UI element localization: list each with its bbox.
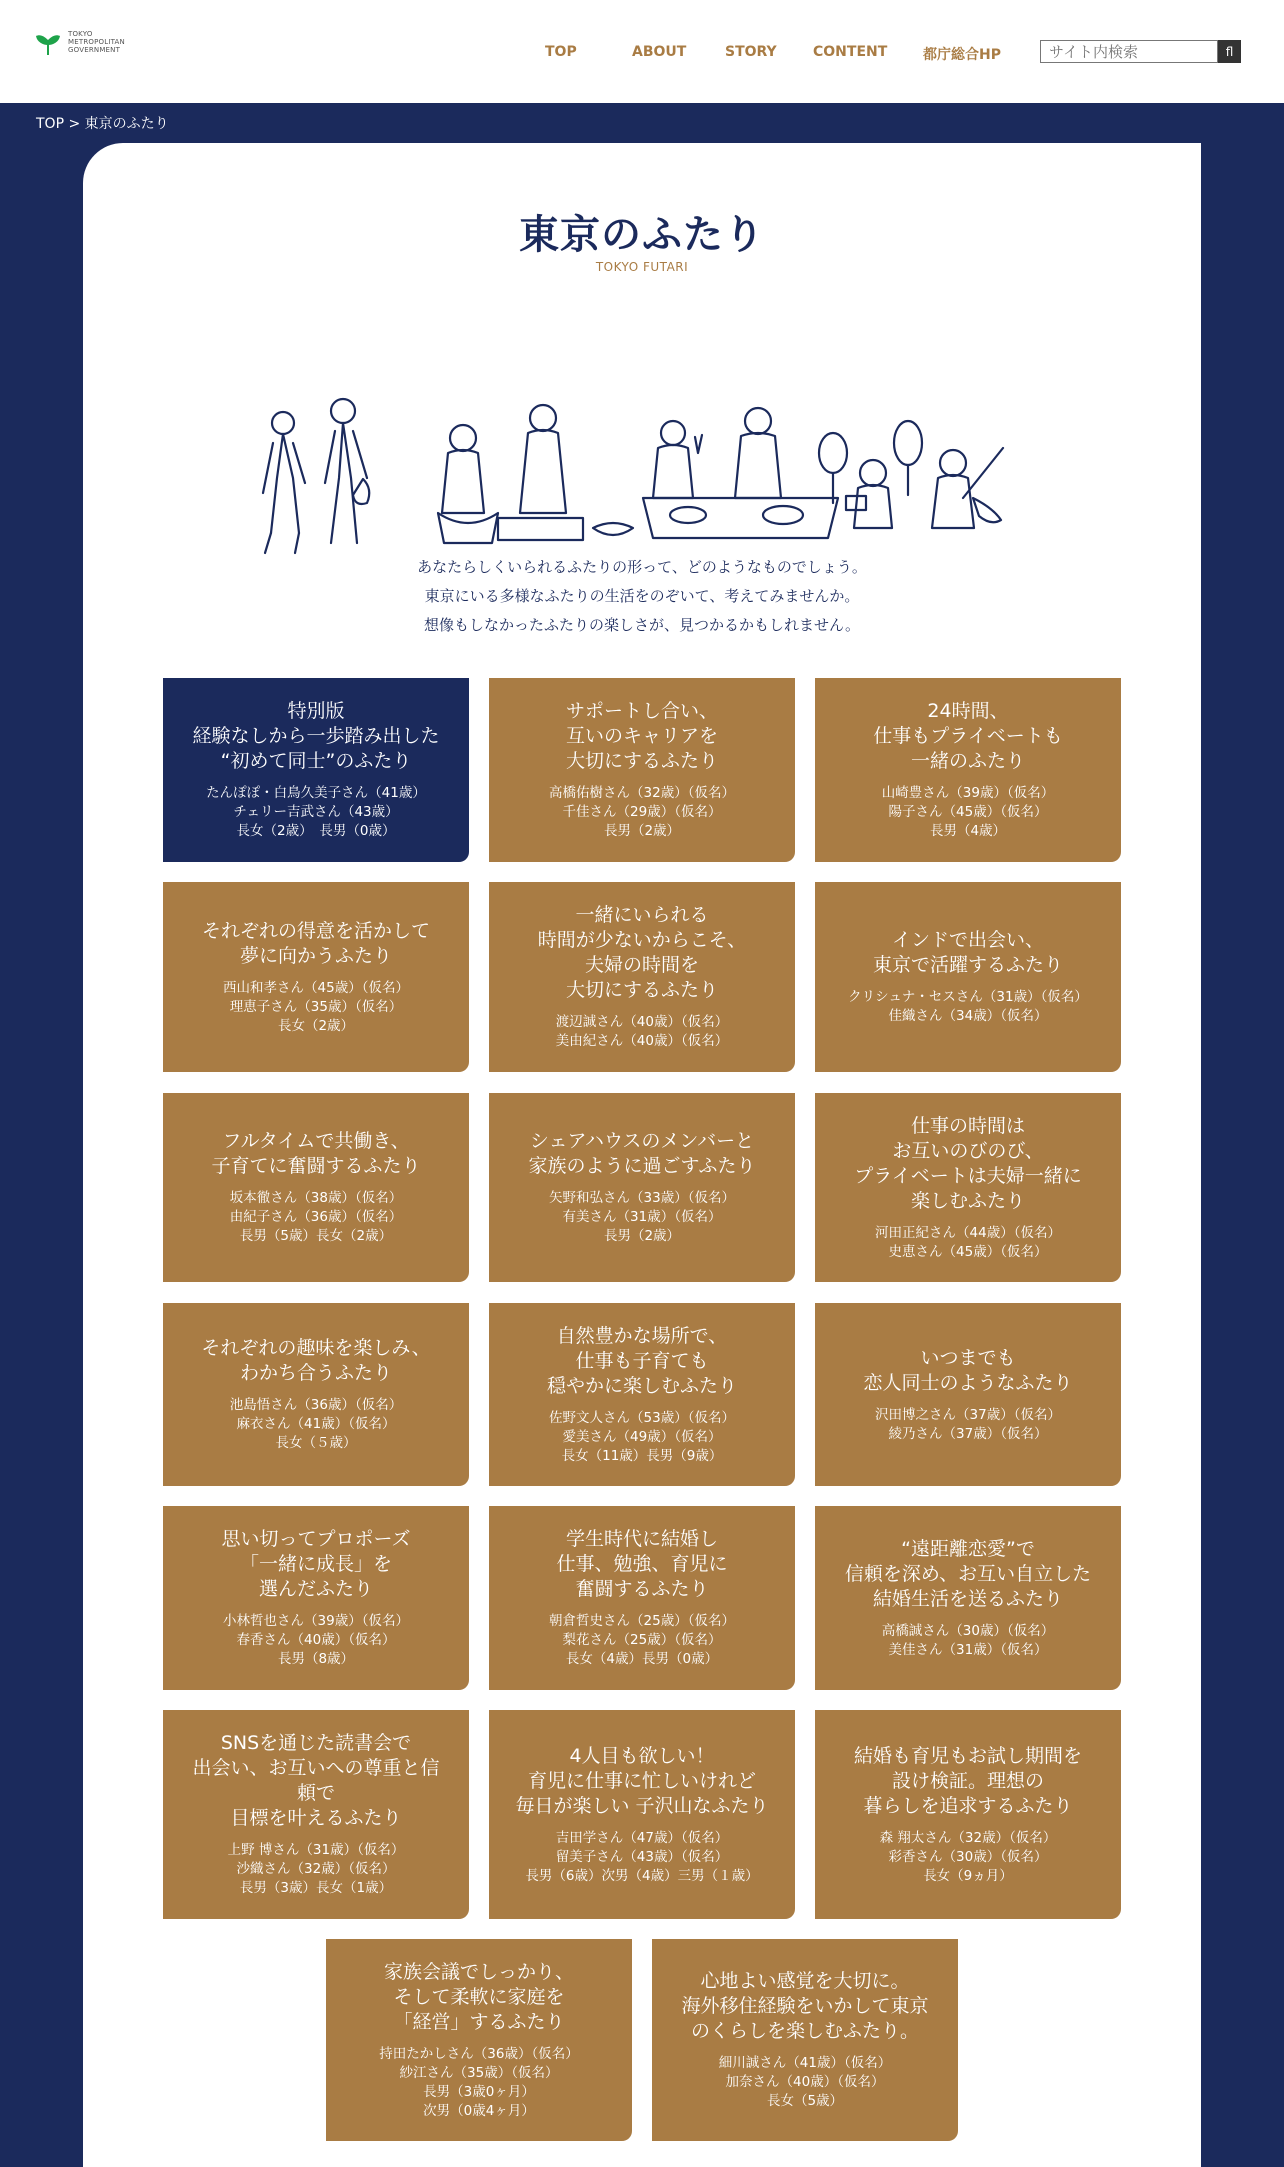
story-card-title: 一緒にいられる 時間が少ないからこそ、 夫婦の時間を 大切にするふたり [537, 904, 747, 1001]
nav-about[interactable]: ABOUT [632, 44, 687, 60]
story-card-names: 沢田博之さん（37歳）（仮名） 綾乃さん（37歳）（仮名） [875, 1406, 1061, 1442]
story-card[interactable] [815, 1506, 1121, 1690]
story-card[interactable] [652, 1939, 958, 2141]
story-card-title: 24時間、 仕事もプライベートも 一緒のふたり [873, 700, 1063, 772]
story-card-names: 高橋誠さん（30歳）（仮名） 美佳さん（31歳）（仮名） [881, 1622, 1055, 1658]
story-card-names: 河田正紀さん（44歳）（仮名） 史恵さん（45歳）（仮名） [875, 1224, 1061, 1260]
story-card-title: “遠距離恋愛”で 信頼を深め、お互い自立した 結婚生活を送るふたり [844, 1537, 1092, 1610]
story-card[interactable] [815, 882, 1121, 1072]
logo-line: TOKYO [68, 30, 93, 38]
breadcrumb-current: 東京のふたり [84, 116, 169, 132]
story-card-names: 森 翔太さん（32歳）（仮名） 彩香さん（30歳）（仮名） 長女（9ヵ月） [879, 1829, 1057, 1884]
logo-text [68, 30, 125, 54]
search-input[interactable] [1040, 40, 1218, 63]
story-card-title: 思い切ってプロポーズ 「一緒に成長」を 選んだふたり [221, 1528, 411, 1600]
breadcrumb [36, 113, 169, 133]
story-card-names: 朝倉哲史さん（25歳）（仮名） 梨花さん（25歳）（仮名） 長女（4歳）長男（0歳） [549, 1613, 735, 1667]
breadcrumb-home-link[interactable]: TOP [36, 116, 65, 132]
ginkgo-leaf-icon [34, 30, 62, 58]
intro-line: あなたらしくいられるふたりの形って、どのようなものでしょう。 [417, 558, 867, 576]
story-card-title: 心地よい感覚を大切に。 海外移住経験をいかして東京 のくらしを楽しむふたり。 [681, 1970, 929, 2042]
story-card-names: たんぽぽ・白鳥久美子さん（41歳） チェリー吉武さん（43歳） 長女（2歳） 長男（0歳） [206, 785, 426, 839]
breadcrumb-separator: > [64, 116, 85, 132]
story-card-names: 坂本徹さん（38歳）（仮名） 由紀子さん（36歳）（仮名） 長男（5歳）長女（2歳） [229, 1190, 403, 1244]
story-card-title: 家族会議でしっかり、 そして柔軟に家庭を 「経営」するふたり [383, 1960, 574, 2033]
story-card-names: 佐野文人さん（53歳）（仮名） 愛美さん（49歳）（仮名） 長女（11歳）長男（9歳） [549, 1409, 735, 1464]
story-card-title: シェアハウスのメンバーと 家族のように過ごすふたり [528, 1130, 756, 1177]
story-card-names: 小林哲也さん（39歳）（仮名） 春香さん（40歳）（仮名） 長男（8歳） [223, 1613, 409, 1667]
story-card[interactable] [489, 1303, 795, 1486]
story-card[interactable] [489, 1093, 795, 1282]
search-button[interactable]: fl [1218, 40, 1241, 63]
story-card-title: 自然豊かな場所で、 仕事も子育ても 穏やかに楽しむふたり [546, 1324, 737, 1397]
intro-line: 東京にいる多様なふたりの生活をのぞいて、考えてみませんか。 [424, 587, 860, 605]
story-card-names: 上野 博さん（31歳）（仮名） 沙織さん（32歳）（仮名） 長男（3歳）長女（1歳） [227, 1842, 405, 1896]
story-card-title: 特別版 経験なしから一歩踏み出した “初めて同士”のふたり [192, 700, 440, 772]
story-card[interactable] [163, 1506, 469, 1690]
story-card-title: 結婚も育児もお試し期間を 設け検証。理想の 暮らしを追求するふたり [853, 1744, 1082, 1817]
intro-text [83, 553, 1201, 640]
story-card[interactable] [326, 1939, 632, 2141]
story-card[interactable] [163, 882, 469, 1072]
nav-story[interactable]: STORY [725, 44, 777, 60]
page-title: 東京のふたり [519, 212, 765, 258]
story-card-title: 学生時代に結婚し 仕事、勉強、育児に 奮闘するふたり [556, 1528, 728, 1600]
story-card[interactable] [163, 1093, 469, 1282]
story-card-title: フルタイムで共働き、 子育てに奮闘するふたり [211, 1130, 421, 1177]
page-subtitle: TOKYO FUTARI [595, 260, 689, 274]
logo-line: GOVERNMENT [68, 46, 121, 54]
story-card[interactable] [163, 678, 469, 862]
story-card[interactable] [489, 1506, 795, 1690]
story-card-names: 吉田学さん（47歳）（仮名） 留美子さん（43歳）（仮名） 長男（6歳）次男（4歳）三男（１歳） [525, 1829, 759, 1884]
nav-content[interactable]: CONTENT [813, 44, 888, 60]
story-card-names: 山崎豊さん（39歳）（仮名） 陽子さん（45歳）（仮名） 長男（4歳） [881, 785, 1055, 839]
story-card-names: 細川誠さん（41歳）（仮名） 加奈さん（40歳）（仮名） 長女（5歳） [718, 2055, 892, 2109]
story-card[interactable] [163, 1710, 469, 1919]
story-card-names: 矢野和弘さん（33歳）（仮名） 有美さん（31歳）（仮名） 長男（2歳） [549, 1190, 735, 1244]
story-card-names: 池島悟さん（36歳）（仮名） 麻衣さん（41歳）（仮名） 長女（５歳） [229, 1397, 403, 1451]
site-header [0, 0, 1284, 103]
story-card-title: それぞれの得意を活かして 夢に向かうふたり [201, 919, 430, 967]
story-card-title: いつまでも 恋人同士のようなふたり [863, 1346, 1073, 1394]
story-card-names: 高橋佑樹さん（32歳）（仮名） 千佳さん（29歳）（仮名） 長男（2歳） [549, 785, 735, 839]
story-card-names: 渡辺誠さん（40歳）（仮名） 美由紀さん（40歳）（仮名） [555, 1014, 729, 1049]
story-card[interactable] [815, 1710, 1121, 1919]
story-card-title: インドで出会い、 東京で活躍するふたり [872, 929, 1063, 976]
story-card[interactable] [489, 678, 795, 862]
story-card[interactable] [489, 882, 795, 1072]
site-search [1040, 40, 1241, 63]
story-card-names: 西山和孝さん（45歳）（仮名） 理恵子さん（35歳）（仮名） 長女（2歳） [223, 979, 409, 1034]
story-card[interactable] [489, 1710, 795, 1919]
story-card-title: それぞれの趣味を楽しみ、 わかち合うふたり [201, 1337, 431, 1384]
story-card-names: クリシュナ・セスさん（31歳）（仮名） 佳織さん（34歳）（仮名） [848, 989, 1088, 1024]
story-card-title: 仕事の時間は お互いのびのび、 プライベートは夫婦一緒に 楽しむふたり [854, 1114, 1082, 1212]
story-card-names: 持田たかしさん（36歳）（仮名） 紗江さん（35歳）（仮名） 長男（3歳0ヶ月） 次男（0歳4ヶ月） [379, 2045, 579, 2119]
story-card[interactable] [815, 1093, 1121, 1282]
nav-top[interactable]: TOP [545, 44, 577, 60]
story-card-title: 4人目も欲しい！ 育児に仕事に忙しいけれど 毎日が楽しい 子沢山なふたり [515, 1744, 769, 1817]
story-card-title: サポートし合い、 互いのキャリアを 大切にするふたり [565, 700, 718, 772]
nav-metropolitan-hp[interactable]: 都庁総合HP [923, 47, 1001, 63]
logo-line: METROPOLITAN [68, 38, 125, 46]
intro-line: 想像もしなかったふたりの楽しさが、見つかるかもしれません。 [424, 616, 860, 634]
story-card-title: SNSを通じた読書会で 出会い、お互いへの尊重と信 頼で 目標を叶えるふたり [192, 1732, 440, 1829]
story-card[interactable] [163, 1303, 469, 1486]
story-card[interactable] [815, 1303, 1121, 1486]
story-card[interactable] [815, 678, 1121, 862]
tokyo-government-logo[interactable] [34, 30, 125, 58]
